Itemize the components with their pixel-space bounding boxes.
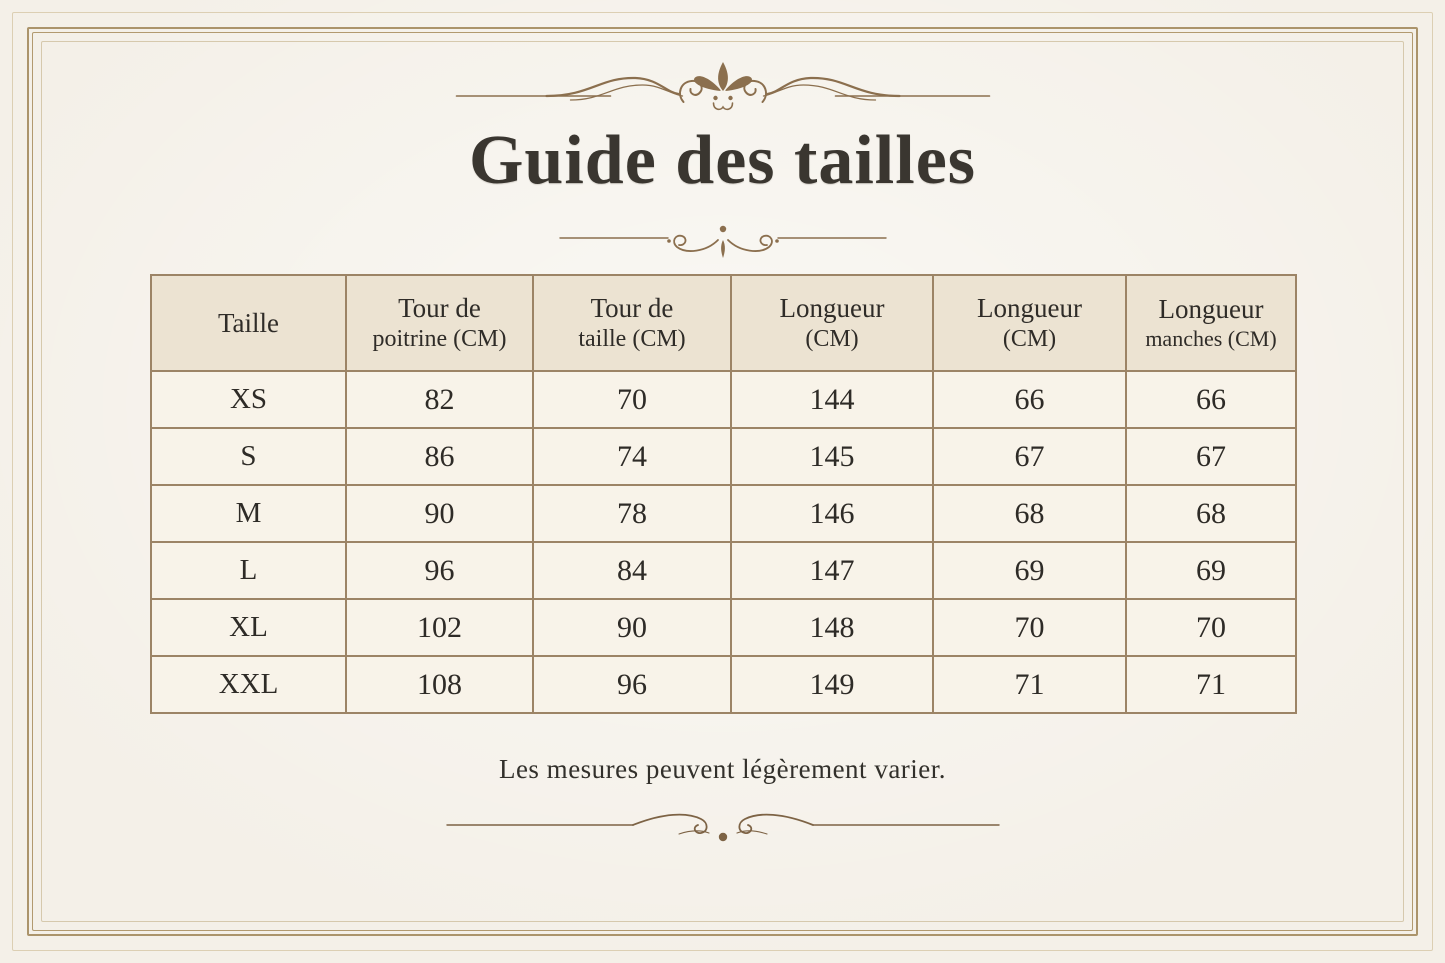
size-guide-table: [150, 274, 1297, 714]
value-cell: 70: [533, 371, 731, 428]
value-cell: 102: [346, 599, 533, 656]
table-row-l: [151, 542, 1296, 599]
value-cell: 90: [533, 599, 731, 656]
top-flourish-icon: [450, 56, 995, 120]
value-cell: 67: [933, 428, 1126, 485]
column-header-longueur-manches: Longueur manches (CM): [1126, 275, 1296, 371]
table-row-s: [151, 428, 1296, 485]
page-title: Guide des tailles: [468, 122, 977, 199]
value-cell: 84: [533, 542, 731, 599]
table-row-xl: [151, 599, 1296, 656]
column-header-longueur-2: Longueur (CM): [933, 275, 1126, 371]
table-row-xs: [151, 371, 1296, 428]
value-cell: 66: [1126, 371, 1296, 428]
value-cell: 71: [1126, 656, 1296, 713]
value-cell: 78: [533, 485, 731, 542]
value-cell: 147: [731, 542, 933, 599]
size-cell: XS: [151, 371, 346, 428]
value-cell: 68: [1126, 485, 1296, 542]
fleur-de-lis-icon: [694, 62, 752, 100]
title-divider-icon: [557, 216, 889, 262]
value-cell: 69: [933, 542, 1126, 599]
value-cell: 66: [933, 371, 1126, 428]
value-cell: 144: [731, 371, 933, 428]
column-header-tour-poitrine: Tour de poitrine (CM): [346, 275, 533, 371]
column-header-taille: Taille: [151, 275, 346, 371]
value-cell: 146: [731, 485, 933, 542]
value-cell: 70: [933, 599, 1126, 656]
table-row-m: [151, 485, 1296, 542]
column-header-longueur-1: Longueur (CM): [731, 275, 933, 371]
value-cell: 108: [346, 656, 533, 713]
value-cell: 82: [346, 371, 533, 428]
value-cell: 96: [346, 542, 533, 599]
value-cell: 86: [346, 428, 533, 485]
size-cell: L: [151, 542, 346, 599]
value-cell: 149: [731, 656, 933, 713]
value-cell: 145: [731, 428, 933, 485]
table-row-xxl: [151, 656, 1296, 713]
value-cell: 70: [1126, 599, 1296, 656]
size-cell: S: [151, 428, 346, 485]
bottom-divider-icon: [443, 799, 1003, 851]
header-row: [151, 275, 1296, 371]
size-cell: XXL: [151, 656, 346, 713]
size-cell: XL: [151, 599, 346, 656]
size-cell: M: [151, 485, 346, 542]
value-cell: 69: [1126, 542, 1296, 599]
value-cell: 96: [533, 656, 731, 713]
value-cell: 74: [533, 428, 731, 485]
value-cell: 71: [933, 656, 1126, 713]
value-cell: 68: [933, 485, 1126, 542]
value-cell: 90: [346, 485, 533, 542]
column-header-tour-taille: Tour de taille (CM): [533, 275, 731, 371]
measurement-disclaimer: Les mesures peuvent légèrement varier.: [498, 754, 947, 784]
value-cell: 67: [1126, 428, 1296, 485]
value-cell: 148: [731, 599, 933, 656]
